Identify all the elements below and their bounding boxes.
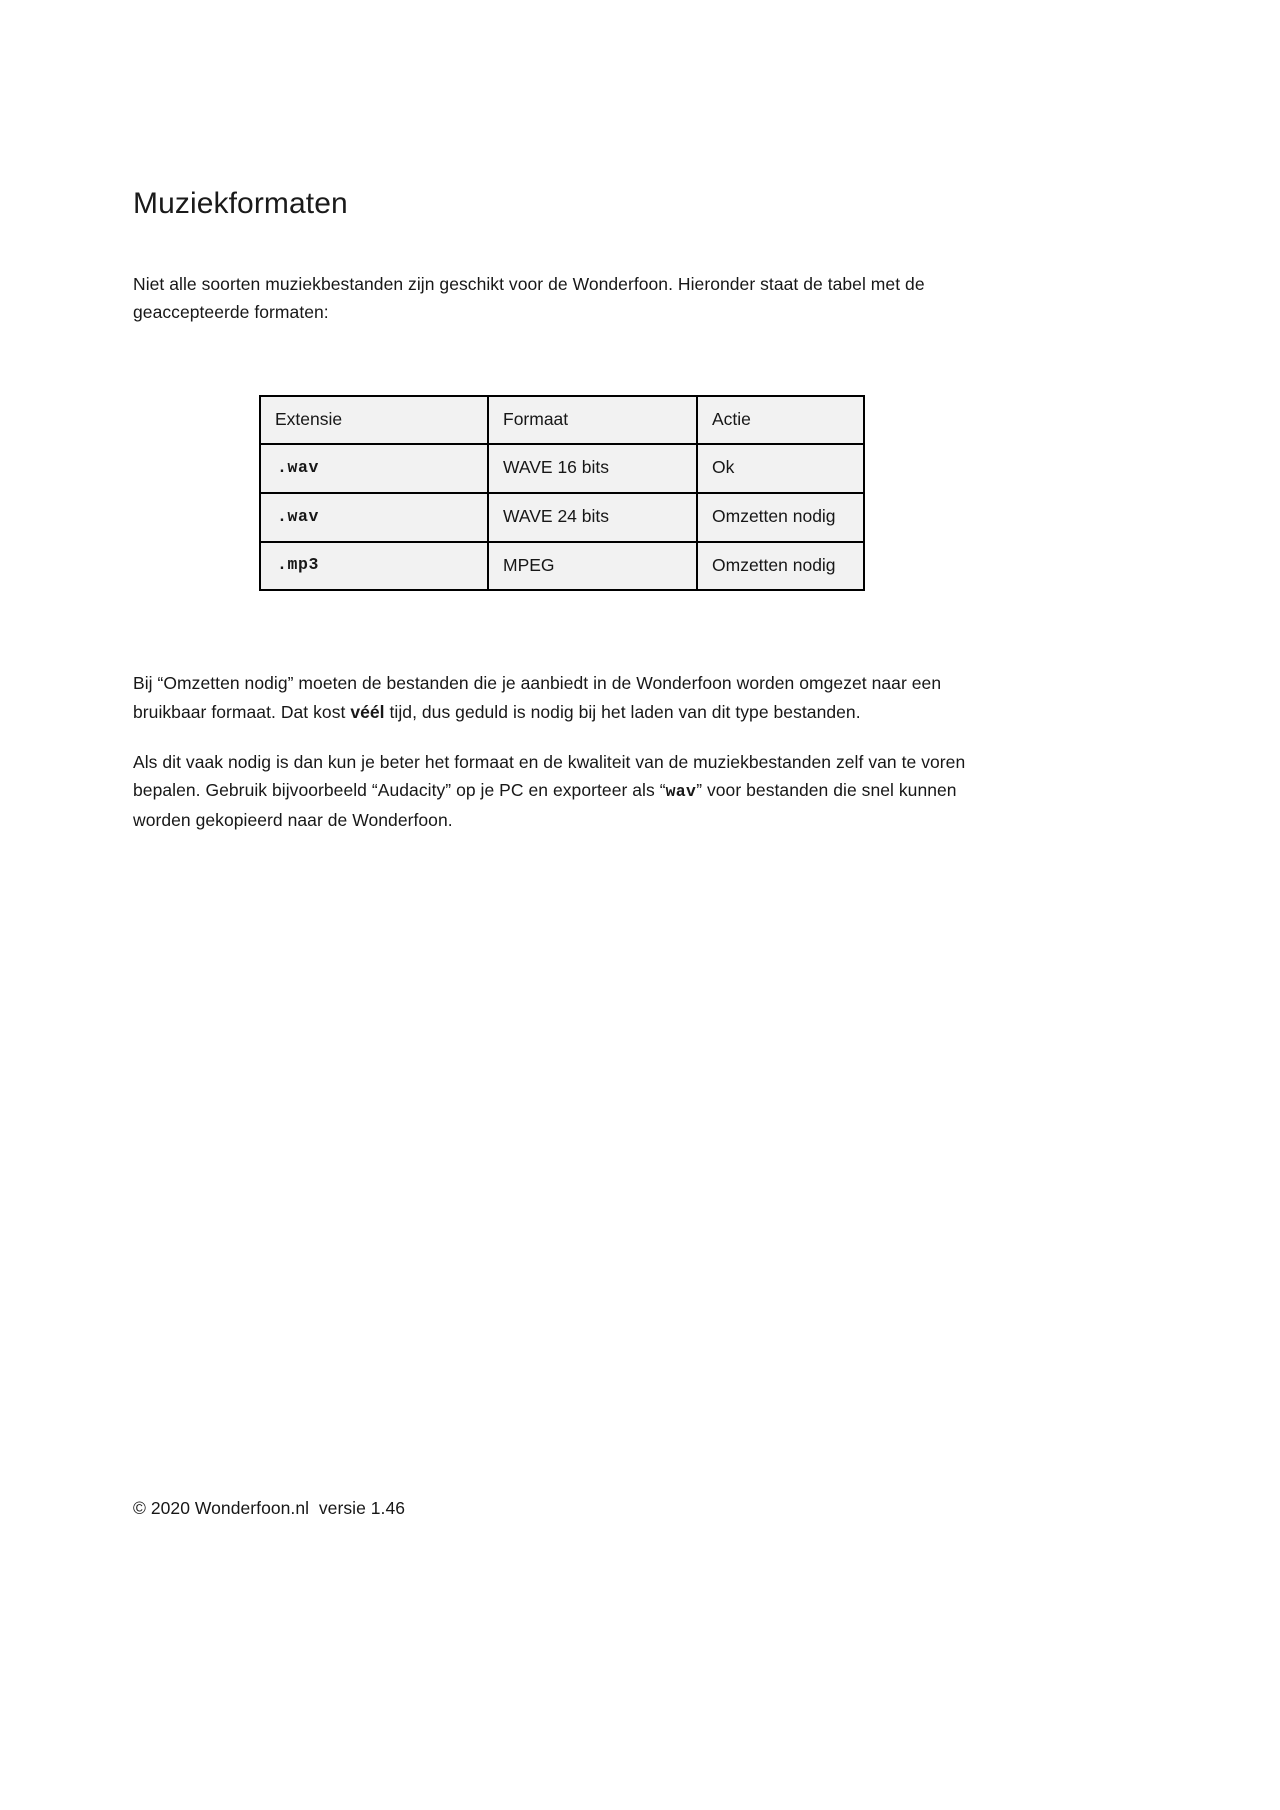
- advice-paragraph-part2: ” voor bestanden die snel kunnen worden gekopieerd naar de Wonderfoon.: [133, 780, 957, 830]
- cell-actie: Omzetten nodig: [697, 493, 864, 542]
- table-row: [260, 444, 864, 493]
- cell-formaat: WAVE 24 bits: [488, 493, 697, 542]
- advice-paragraph-code: wav: [665, 782, 697, 802]
- formats-table-container: [133, 395, 978, 592]
- conversion-paragraph-part1: Bij “Omzetten nodig” moeten de bestanden die je aanbiedt in de Wonderfoon worden omgezet naar een bruikbaar formaat. Dat kost: [133, 673, 942, 722]
- cell-actie: Ok: [697, 444, 864, 493]
- cell-extensie: .wav: [260, 493, 488, 542]
- column-header-actie: Actie: [697, 396, 864, 445]
- cell-formaat: MPEG: [488, 542, 697, 591]
- column-header-formaat: Formaat: [488, 396, 697, 445]
- table-row: [260, 542, 864, 591]
- cell-actie: Omzetten nodig: [697, 542, 864, 591]
- table-header-row: [260, 396, 864, 445]
- cell-extensie: .wav: [260, 444, 488, 493]
- advice-paragraph-part1: Als dit vaak nodig is dan kun je beter het formaat en de kwaliteit van de muziekbestanden zelf van te voren bepalen. Gebruik bijvoorbeeld “Audacity” op je PC en exporteer als “: [133, 751, 966, 801]
- document-body: [133, 186, 978, 834]
- cell-formaat: WAVE 16 bits: [488, 444, 697, 493]
- footer-copyright: © 2020 Wonderfoon.nl versie 1.46: [133, 1498, 406, 1518]
- column-header-extensie: Extensie: [260, 396, 488, 445]
- conversion-paragraph-part2: tijd, dus geduld is nodig bij het laden van dit type bestanden.: [384, 701, 861, 722]
- cell-extensie: .mp3: [260, 542, 488, 591]
- intro-paragraph: Niet alle soorten muziekbestanden zijn geschikt voor de Wonderfoon. Hieronder staat de tabel met de geaccepteerde formaten:: [133, 274, 925, 323]
- page-title: Muziekformaten: [133, 187, 348, 220]
- advice-paragraph: [133, 748, 978, 834]
- conversion-paragraph: [133, 669, 978, 726]
- formats-table: [259, 395, 865, 592]
- conversion-paragraph-emphasis: véél: [350, 701, 385, 722]
- table-row: [260, 493, 864, 542]
